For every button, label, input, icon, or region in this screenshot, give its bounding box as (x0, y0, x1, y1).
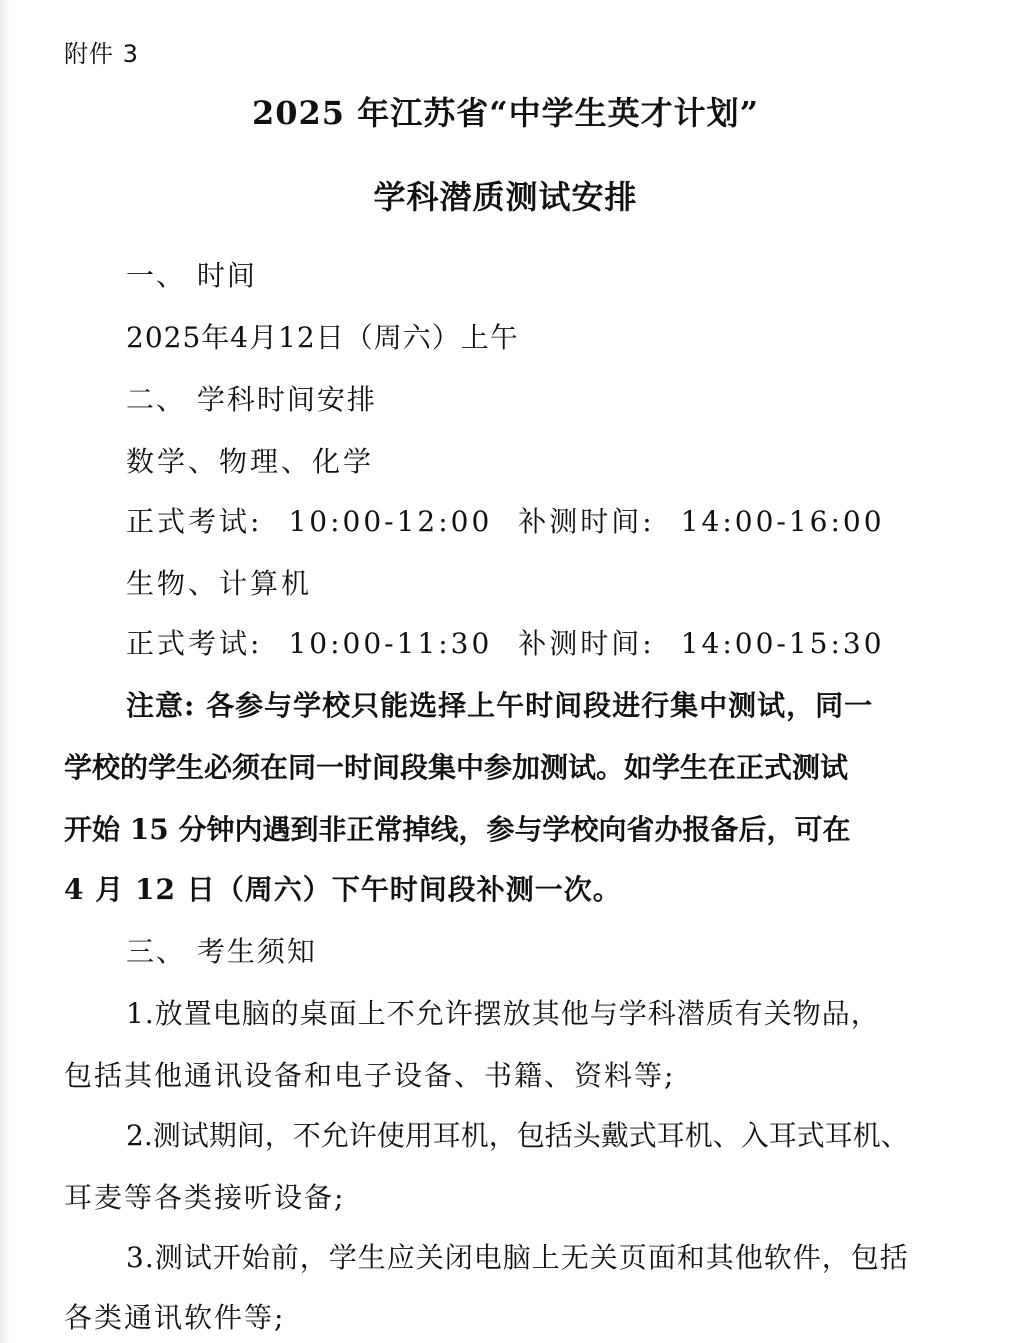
document-title-line-1: 2025 年江苏省“中学生英才计划” (251, 94, 760, 132)
retest-time: 14:00-15:30 (680, 627, 885, 660)
formal-exam-label: 正式考试: (126, 505, 263, 538)
attachment-label: 附件 3 (64, 40, 139, 68)
rule-3-line-2: 各类通讯软件等; (64, 1301, 286, 1334)
rule-2-line-1: 2.测试期间，不允许使用耳机，包括头戴式耳机、入耳式耳机、 (126, 1119, 909, 1152)
formal-exam-time: 10:00-12:00 (288, 505, 493, 538)
note-line-4: 4 月 12 日（周六）下午时间段补测一次。 (64, 873, 622, 906)
schedule-row-1 (126, 500, 885, 540)
subject-group-1: 数学、物理、化学 (126, 445, 375, 478)
formal-exam-time: 10:00-11:30 (288, 627, 493, 660)
note-line-2: 学校的学生必须在同一时间段集中参加测试。如学生在正式测试 (64, 751, 849, 784)
document-title-line-2: 学科潜质测试安排 (373, 178, 638, 216)
retest-time: 14:00-16:00 (680, 505, 885, 538)
rule-1-line-1: 1.放置电脑的桌面上不允许摆放其他与学科潜质有关物品， (126, 997, 880, 1030)
subject-group-2: 生物、计算机 (126, 567, 313, 600)
section-heading-schedule: 二、 学科时间安排 (126, 383, 377, 416)
test-date: 2025年4月12日（周六）上午 (126, 321, 519, 354)
note-line-1: 注意: 各参与学校只能选择上午时间段进行集中测试，同一 (126, 689, 874, 722)
schedule-row-2 (126, 622, 885, 662)
section-heading-rules: 三、 考生须知 (126, 935, 317, 968)
section-heading-time: 一、 时间 (126, 259, 257, 292)
retest-label: 补测时间: (518, 505, 655, 538)
rule-2-line-2: 耳麦等各类接听设备; (64, 1181, 346, 1214)
formal-exam-label: 正式考试: (126, 627, 263, 660)
retest-label: 补测时间: (518, 627, 655, 660)
note-line-3: 开始 15 分钟内遇到非正常掉线，参与学校向省办报备后，可在 (64, 813, 851, 846)
rule-1-line-2: 包括其他通讯设备和电子设备、书籍、资料等; (64, 1059, 676, 1092)
rule-3-line-1: 3.测试开始前，学生应关闭电脑上无关页面和其他软件，包括 (126, 1241, 909, 1274)
